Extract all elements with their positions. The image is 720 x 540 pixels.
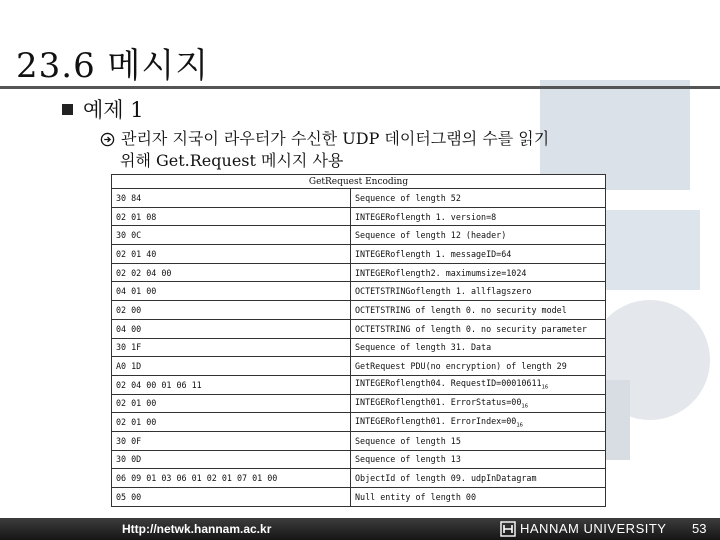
description-text: INTEGERoflength 1. messageID=64 xyxy=(355,248,512,259)
description-text: OCTETSTRING of length 0. no security parameter xyxy=(355,323,587,334)
description-text: Sequence of length 13 xyxy=(355,454,461,465)
table-row xyxy=(112,189,606,208)
description-text: INTEGERoflength01. ErrorIndex=00 xyxy=(355,415,517,426)
sub-bullet-line-1 xyxy=(100,128,660,150)
description-text: Null entity of length 00 xyxy=(355,491,477,502)
description-cell xyxy=(351,319,606,338)
table-row xyxy=(112,488,606,507)
bullet-text: 예제 1 xyxy=(83,98,144,122)
hex-cell: 02 01 40 xyxy=(112,245,351,264)
sub-bullet-text-1: 관리자 지국이 라우터가 수신한 UDP 데이터그램의 수를 읽기 xyxy=(121,129,550,148)
description-text: INTEGERoflength 1. version=8 xyxy=(355,211,497,222)
hex-cell: 04 00 xyxy=(112,319,351,338)
description-text: Sequence of length 15 xyxy=(355,435,461,446)
table-row xyxy=(112,431,606,450)
description-cell xyxy=(351,189,606,208)
hex-cell: 02 01 00 xyxy=(112,394,351,413)
bullet-item xyxy=(62,94,144,124)
hex-cell: 02 02 04 00 xyxy=(112,263,351,282)
description-text: Sequence of length 31. Data xyxy=(355,342,492,353)
title-divider xyxy=(0,86,720,89)
hex-cell: 06 09 01 03 06 01 02 01 07 01 00 xyxy=(112,469,351,488)
table-header: GetRequest Encoding xyxy=(112,175,606,189)
hex-cell: 02 04 00 01 06 11 xyxy=(112,375,351,394)
hex-cell: 30 84 xyxy=(112,189,351,208)
page-title: 23.6 메시지 xyxy=(16,46,210,86)
description-text: ObjectId of length 09. udpInDatagram xyxy=(355,473,537,484)
hex-cell: 30 1F xyxy=(112,338,351,357)
table-row xyxy=(112,394,606,413)
description-text: Sequence of length 52 xyxy=(355,192,461,203)
footer-university: HANNAM UNIVERSITY xyxy=(520,521,667,536)
description-cell xyxy=(351,226,606,245)
table-row xyxy=(112,226,606,245)
table-row xyxy=(112,263,606,282)
hex-cell: 30 0F xyxy=(112,431,351,450)
description-text: Sequence of length 12 (header) xyxy=(355,230,507,241)
table-row xyxy=(112,469,606,488)
table-row xyxy=(112,357,606,376)
description-cell xyxy=(351,413,606,432)
description-text: GetRequest PDU(no encryption) of length 29 xyxy=(355,361,567,372)
encoding-table xyxy=(111,174,606,507)
description-text: INTEGERoflength2. maximumsize=1024 xyxy=(355,267,527,278)
description-cell xyxy=(351,263,606,282)
description-cell xyxy=(351,450,606,469)
page-number: 53 xyxy=(692,521,707,536)
arrow-bullet-icon xyxy=(100,132,115,147)
footer-url: Http://netwk.hannam.ac.kr xyxy=(122,522,272,536)
table-row xyxy=(112,301,606,320)
table-row xyxy=(112,207,606,226)
table-row xyxy=(112,245,606,264)
description-cell xyxy=(351,207,606,226)
description-subscript: 16 xyxy=(541,385,549,392)
description-cell xyxy=(351,375,606,394)
description-cell xyxy=(351,245,606,264)
university-logo-icon xyxy=(500,521,516,537)
hex-cell: 30 0D xyxy=(112,450,351,469)
description-cell xyxy=(351,282,606,301)
table-row xyxy=(112,282,606,301)
table-row xyxy=(112,319,606,338)
table-row xyxy=(112,338,606,357)
sub-bullet xyxy=(100,128,660,172)
sub-bullet-text-2: 위해 Get.Request 메시지 사용 xyxy=(120,151,344,170)
description-subscript: 16 xyxy=(516,422,523,429)
hex-cell: 02 01 00 xyxy=(112,413,351,432)
hex-cell: A0 1D xyxy=(112,357,351,376)
table-row xyxy=(112,375,606,394)
description-cell xyxy=(351,431,606,450)
description-cell xyxy=(351,488,606,507)
description-text: OCTETSTRINGoflength 1. allflagszero xyxy=(355,286,532,297)
hex-cell: 02 01 08 xyxy=(112,207,351,226)
description-text: OCTETSTRING of length 0. no security model xyxy=(355,304,567,315)
description-cell xyxy=(351,469,606,488)
hex-cell: 30 0C xyxy=(112,226,351,245)
hex-cell: 02 00 xyxy=(112,301,351,320)
description-cell xyxy=(351,338,606,357)
table-row xyxy=(112,450,606,469)
description-text: INTEGERoflength01. ErrorStatus=00 xyxy=(355,397,522,408)
description-text: INTEGERoflength04. RequestID=00010611 xyxy=(355,378,542,389)
description-cell xyxy=(351,394,606,413)
description-cell xyxy=(351,357,606,376)
hex-cell: 04 01 00 xyxy=(112,282,351,301)
hex-cell: 05 00 xyxy=(112,488,351,507)
description-cell xyxy=(351,301,606,320)
square-bullet-icon xyxy=(62,104,73,115)
description-subscript: 16 xyxy=(521,403,529,410)
table-row xyxy=(112,413,606,432)
